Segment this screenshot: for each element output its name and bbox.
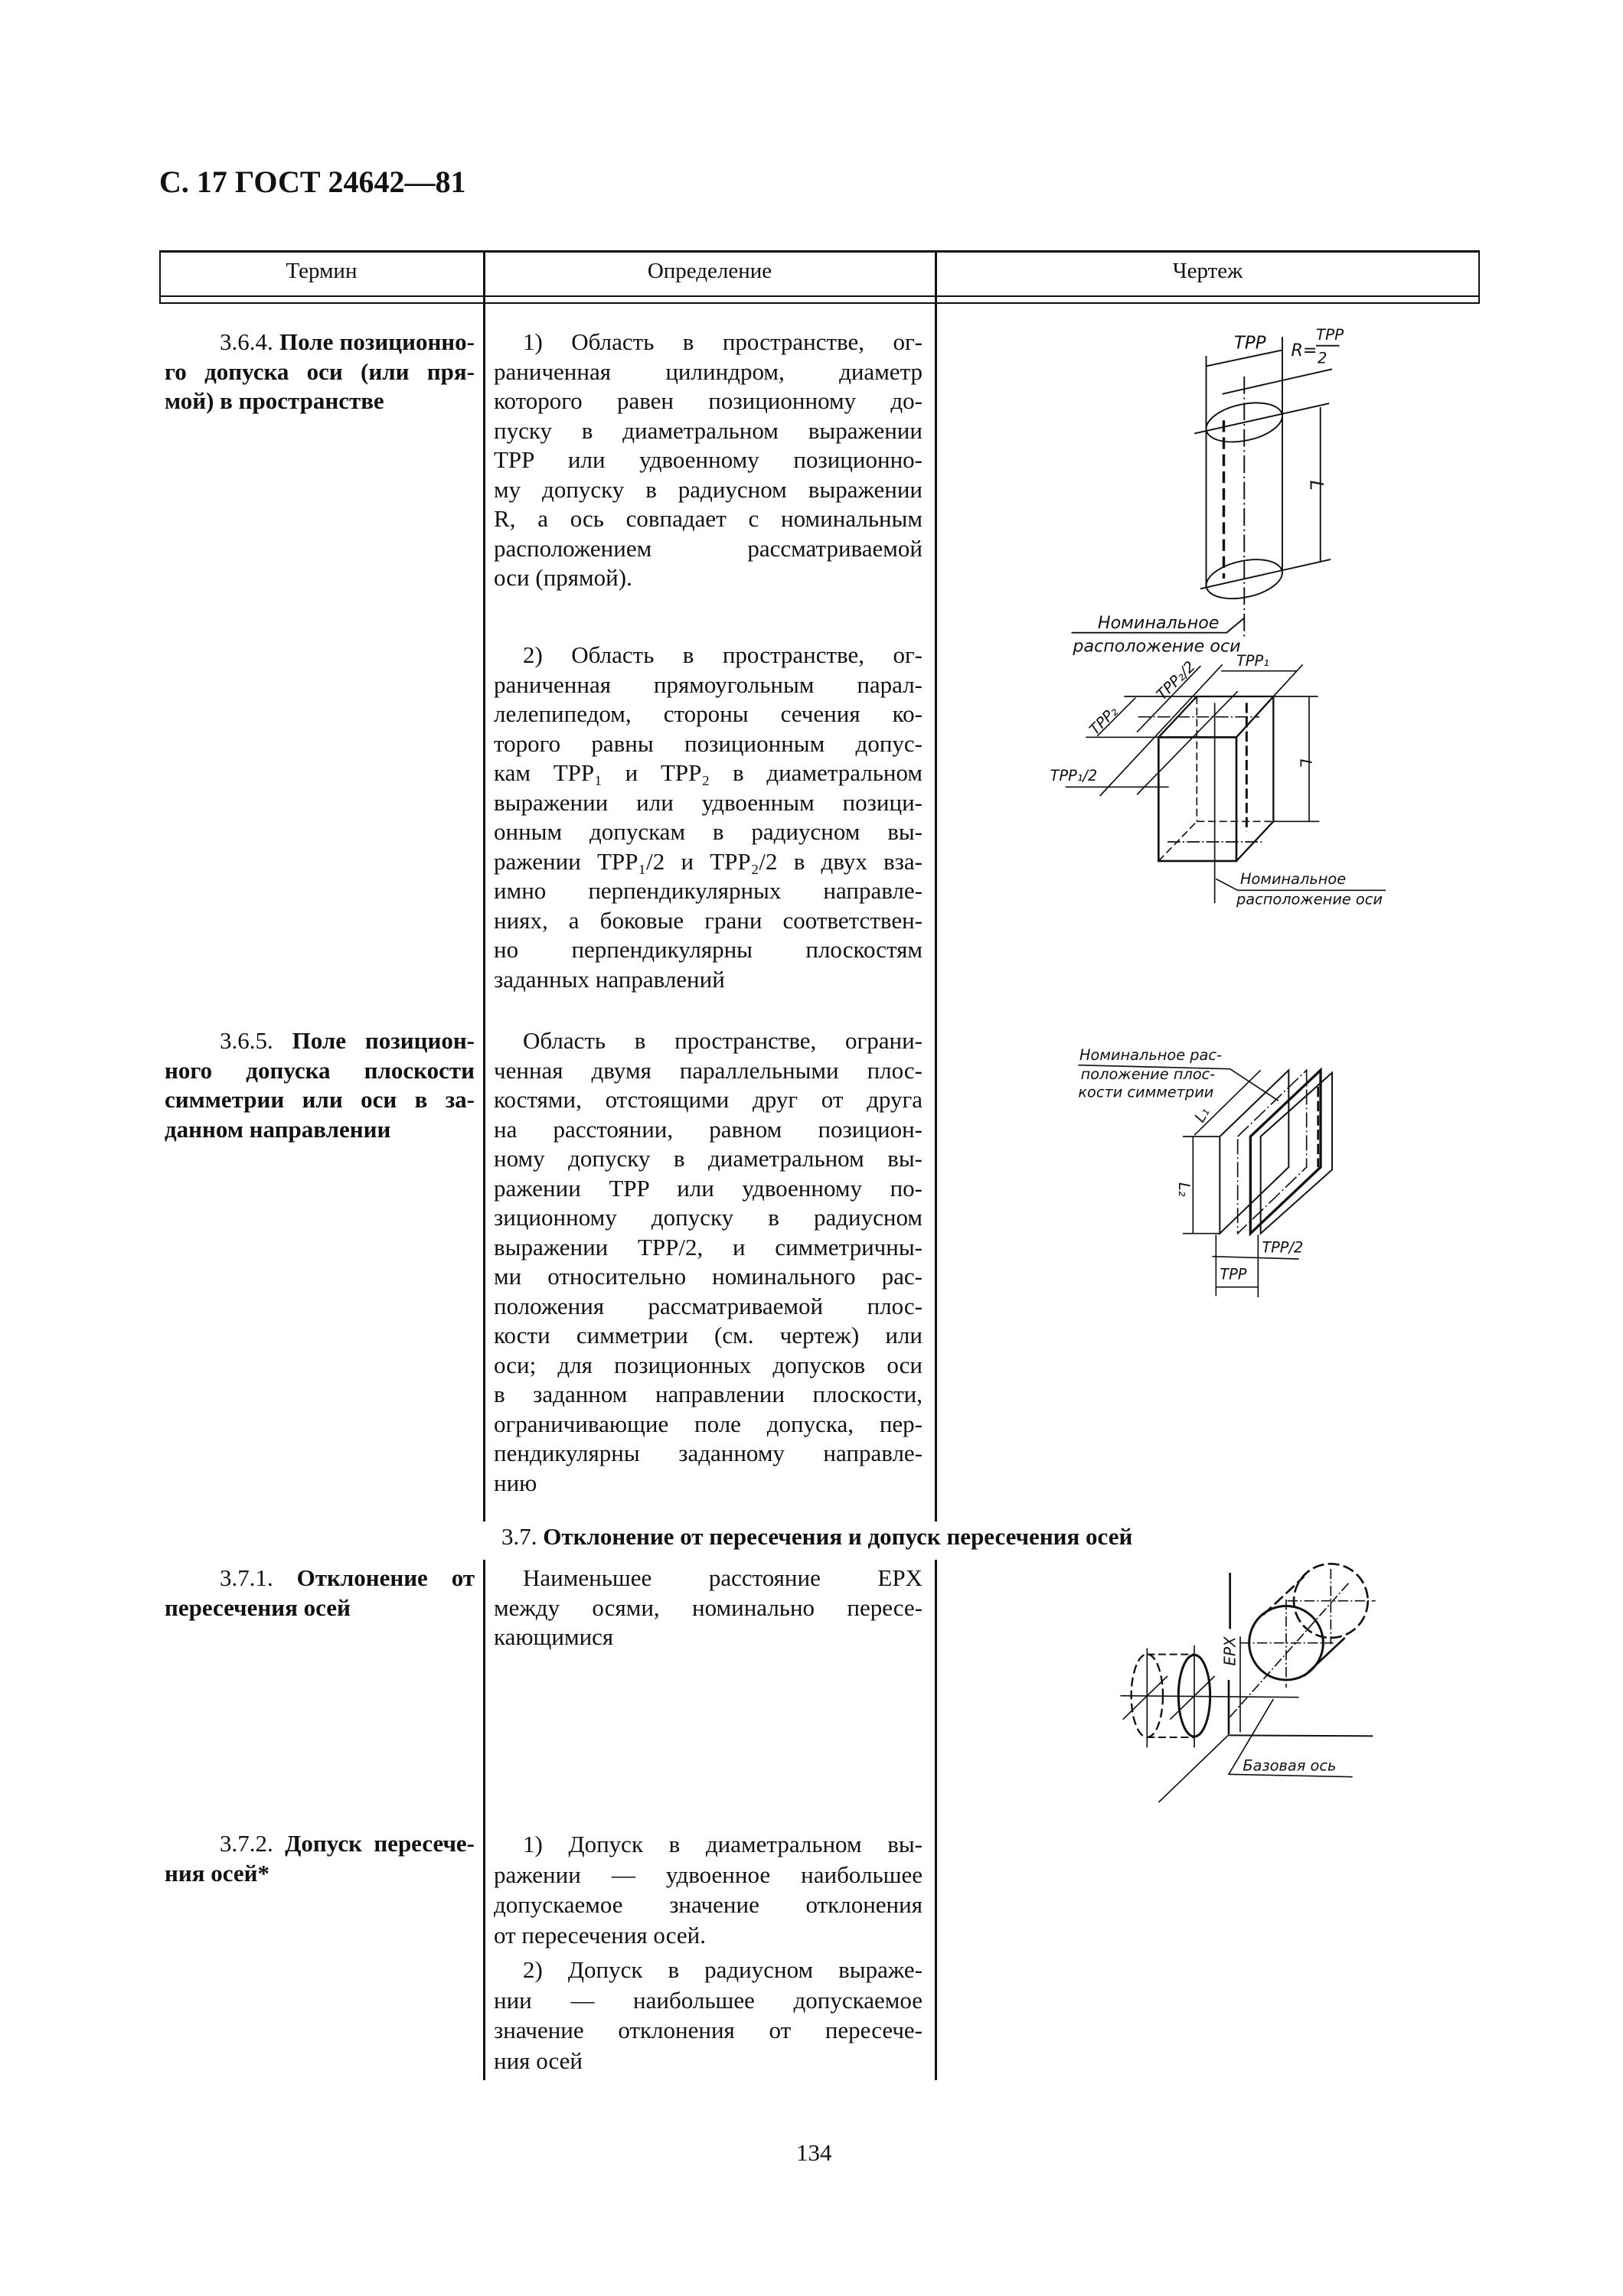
column-divider <box>935 251 937 1521</box>
definition-line: онным допускам в радиусном вы- <box>494 818 923 845</box>
definition-line: допускаемое значение отклонения <box>494 1891 923 1918</box>
term-line <box>165 1085 475 1115</box>
term-text: Допуск пересече- <box>285 1830 475 1857</box>
definition-line: лелепипедом, стороны сечения ко- <box>494 700 923 727</box>
term-number: 3.6.5. <box>220 1027 273 1054</box>
definition-line: костями, отстоящими друг от друга <box>494 1086 923 1113</box>
label-tpp2-half: TPP₂/2 <box>1152 657 1199 704</box>
label-epx: EPX <box>1220 1636 1239 1666</box>
label-tpp1-half: TPP₁/2 <box>1050 767 1098 784</box>
definition-line: торого равны позиционным допус- <box>494 729 923 757</box>
table-top-rule <box>159 250 1480 253</box>
label-l1: L₁ <box>1190 1104 1213 1126</box>
definition-3-7-2-p1 <box>494 1829 923 1950</box>
column-header-term: Термин <box>286 259 358 283</box>
definition-line: расположением рассматриваемой <box>494 534 923 562</box>
page-header: С. 17 ГОСТ 24642—81 <box>159 165 466 199</box>
definition-3-6-4-p1 <box>494 328 923 593</box>
definition-line: ограничивающие поле допуска, пер- <box>494 1410 923 1437</box>
column-divider <box>935 1560 937 2080</box>
definition-line: положения рассматриваемой плос- <box>494 1292 923 1319</box>
note-nominal: Номинальное <box>1240 870 1347 888</box>
definition-3-6-4-p2 <box>494 641 923 994</box>
section-heading <box>501 1522 1132 1551</box>
term-text: симметрии или оси в за- <box>165 1086 475 1113</box>
term-line <box>165 1056 475 1086</box>
term-number: 3.6.4. <box>220 328 273 355</box>
label-tpp1: TPP₁ <box>1236 652 1269 670</box>
term-line <box>165 1564 475 1593</box>
term-line <box>165 1593 475 1623</box>
label-tpp2: TPP₂ <box>1086 703 1122 739</box>
term-text: Отклонение от <box>296 1564 475 1591</box>
definition-line: в заданном направлении плоскости, <box>494 1381 923 1407</box>
term-3-6-5 <box>165 1026 475 1144</box>
note-line-2: положение плос- <box>1080 1065 1216 1083</box>
definition-line: кости симметрии (см. чертеж) или <box>494 1322 923 1349</box>
definition-line: выражении или удвоенным позици- <box>494 788 923 816</box>
term-text: пересечения осей <box>165 1593 351 1621</box>
column-header-definition: Определение <box>647 259 772 283</box>
definition-line: оси (прямой). <box>494 564 632 591</box>
definition-line: но перпендикулярны плоскостям <box>494 936 923 963</box>
note-line-3: кости симметрии <box>1078 1083 1214 1101</box>
definition-line: 2) Область в пространстве, ог- <box>523 641 923 668</box>
definition-line: от пересечения осей. <box>494 1921 706 1949</box>
definition-line: заданных направлений <box>494 965 725 993</box>
note-line-1: Номинальное рас- <box>1079 1046 1222 1064</box>
definition-line: кающимися <box>494 1623 614 1650</box>
page-number: 134 <box>796 2139 832 2166</box>
term-line <box>165 1829 475 1859</box>
term-3-7-2 <box>165 1829 475 1888</box>
header-rule-2 <box>159 302 1480 304</box>
drawing-cylinder-tolerance-zone <box>995 306 1455 657</box>
note-axis-location: расположение оси <box>1236 890 1383 908</box>
definition-line: на расстоянии, равном позицион- <box>494 1115 923 1143</box>
definition-line: Наименьшее расстояние EPX <box>523 1564 923 1591</box>
definition-line: ченная двумя параллельными плос- <box>494 1056 923 1084</box>
label-r-den: 2 <box>1317 349 1327 367</box>
definition-line: раниченная цилиндром, диаметр <box>494 357 923 385</box>
definition-line: раниченная прямоугольным парал- <box>494 670 923 698</box>
definition-line: ражении TPP или удвоенному по- <box>494 1174 923 1202</box>
definition-line: значение отклонения от пересече- <box>494 2017 923 2043</box>
definition-line: ному допуску в диаметральном вы- <box>494 1145 923 1172</box>
definition-line: ражении — удвоенное наибольшее <box>494 1861 923 1888</box>
section-number: 3.7. <box>501 1523 537 1550</box>
term-line <box>165 1115 475 1145</box>
definition-line: Область в пространстве, ограни- <box>523 1027 923 1054</box>
definition-line: 2) Допуск в радиусном выраже- <box>523 1956 923 1983</box>
definition-line: ния осей <box>494 2047 583 2074</box>
term-number: 3.7.2. <box>220 1830 273 1857</box>
term-text: Поле позиционно- <box>279 328 475 355</box>
label-r-num: TPP <box>1316 326 1344 344</box>
drawing-parallelepiped-tolerance-zone <box>1034 643 1416 934</box>
definition-line: R, а ось совпадает с номинальным <box>494 505 923 532</box>
note-nominal: Номинальное <box>1097 612 1220 633</box>
definition-3-7-2-p2 <box>494 1955 923 2076</box>
section-title: Отклонение от пересечения и допуск пересечения осей <box>543 1523 1133 1550</box>
term-text: мой) в пространстве <box>165 387 384 414</box>
term-text: го допуска оси (или пря- <box>165 357 475 385</box>
definition-line: которого равен позиционному до- <box>494 387 923 414</box>
definition-line: кам TPP₁ и TPP₂ в диаметральном <box>494 759 923 786</box>
term-line <box>165 328 475 357</box>
term-text: ния осей* <box>165 1859 270 1887</box>
term-line <box>165 1026 475 1056</box>
definition-line: зиционному допуску в радиусном <box>494 1204 923 1231</box>
label-l: L <box>1305 480 1327 491</box>
term-text: данном направлении <box>165 1115 391 1143</box>
definition-3-7-1 <box>494 1564 923 1652</box>
definition-line: между осями, номинально пересе- <box>494 1593 923 1621</box>
term-line <box>165 1859 475 1889</box>
header-rule-1 <box>159 295 1480 297</box>
term-line <box>165 357 475 387</box>
label-tpp-half: TPP/2 <box>1262 1238 1304 1257</box>
term-number: 3.7.1. <box>220 1564 273 1591</box>
term-text: ного допуска плоскости <box>165 1056 475 1084</box>
label-l2: L₂ <box>1175 1182 1193 1197</box>
definition-line: 1) Допуск в диаметральном вы- <box>523 1831 923 1857</box>
definition-line: имно перпендикулярных направле- <box>494 877 923 904</box>
column-divider <box>483 1560 485 2080</box>
term-text: Поле позицион- <box>292 1027 475 1054</box>
definition-line: пендикулярны заданному направле- <box>494 1440 923 1466</box>
definition-line: нии — наибольшее допускаемое <box>494 1986 923 2014</box>
definition-3-6-5 <box>494 1026 923 1498</box>
label-tpp: TPP <box>1233 333 1266 354</box>
label-r-eq: R= <box>1291 341 1318 361</box>
column-header-drawing: Чертеж <box>1172 259 1243 283</box>
definition-line: 1) Область в пространстве, ог- <box>523 328 923 355</box>
definition-line: ражении TPP₁/2 и TPP₂/2 в двух вза- <box>494 847 923 875</box>
definition-line: TPP или удвоенному позиционно- <box>494 446 923 473</box>
term-3-7-1 <box>165 1564 475 1623</box>
definition-line: выражении TPP/2, и симметричны- <box>494 1233 923 1261</box>
column-divider <box>483 251 485 1521</box>
definition-line: му допуску в радиусном выражении <box>494 475 923 503</box>
term-line <box>165 386 475 416</box>
definition-line: оси; для позиционных допусков оси <box>494 1351 923 1378</box>
label-l: L <box>1296 758 1315 768</box>
definition-line: нию <box>494 1469 537 1496</box>
definition-line: ми относительно номинального рас- <box>494 1263 923 1290</box>
note-axis-location: расположение оси <box>1073 636 1241 657</box>
note-base-axis: Базовая ось <box>1243 1756 1337 1775</box>
definition-line: ниях, а боковые грани соответствен- <box>494 906 923 934</box>
term-3-6-4 <box>165 328 475 416</box>
drawing-axes-intersection <box>1110 1569 1416 1814</box>
definition-line: пуску в диаметральном выражении <box>494 416 923 444</box>
drawing-symmetry-plane-tolerance-zone <box>1056 1041 1401 1332</box>
label-tpp: TPP <box>1220 1265 1247 1283</box>
